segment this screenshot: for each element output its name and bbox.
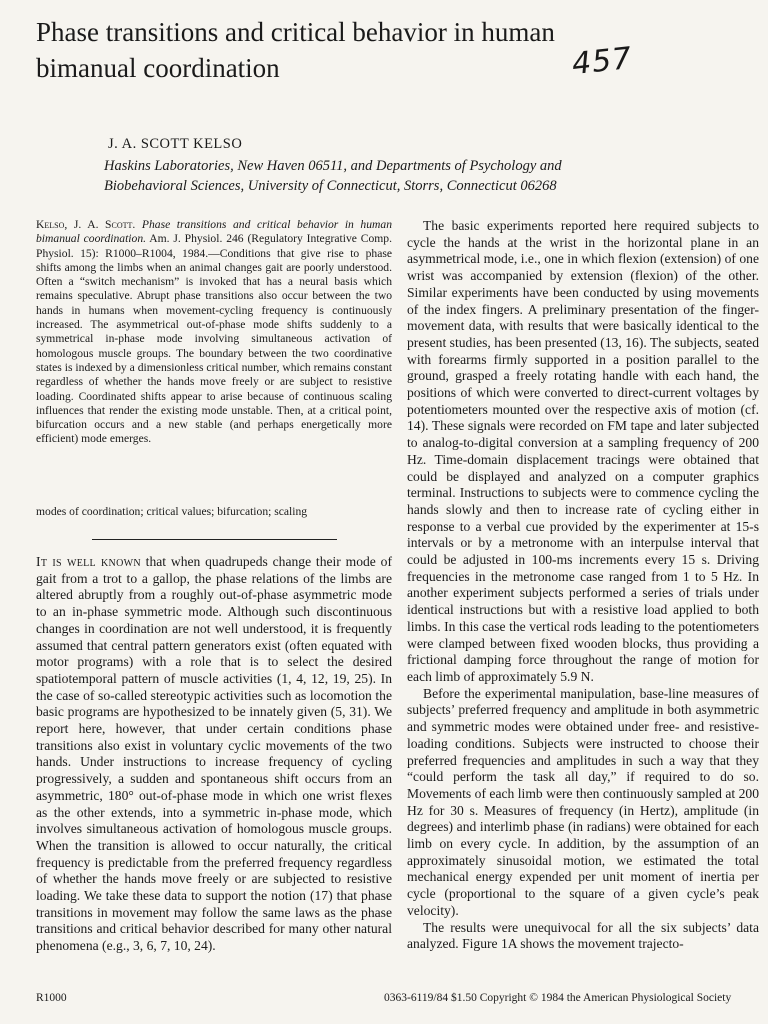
results-paragraph-start: The results were unequivocal for all the six subjects’ data analyzed. Figure 1A shows the movement trajecto- <box>407 919 759 952</box>
abstract-citation-lead: Kelso, J. A. Scott. <box>36 218 136 231</box>
author-name: J. A. SCOTT KELSO <box>108 136 243 152</box>
section-divider <box>92 539 337 540</box>
introduction-paragraph <box>36 554 392 955</box>
methods-paragraph-2: Before the experimental manipulation, base-line measures of subjects’ preferred frequency and amplitude in both asymmetric and symmetric modes were obtained under free- and resistive-loading conditions. Subjects were instructed to choose their preferred frequencies and amplitudes in such a way that they “could perform the task all day,” if required to do so. Movements of each limb were then continuously sampled at 200 Hz for 30 s. Measures of frequency (in Hertz), amplitude (in degrees) and interlimb phase (in radians) were obtained for each limb on every cycle. In addition, by the assumption of an approximately sinusoidal motion, we estimated the total mechanical energy expended per unit moment of inertia per cycle (proportional to the square of a given cycle’s peak velocity). <box>407 685 759 918</box>
abstract <box>36 218 392 447</box>
intro-text: that when quadrupeds change their mode of gait from a trot to a gallop, the phase relations of the limbs are altered abruptly from a roughly out-of-phase asymmetric mode to an in-phase symmetric mode. Although such discontinuous changes in coordination are not well understood, it is frequently assumed that central pattern generators exist (often equated with motor programs) with a role that is to select the desired spatiotemporal pattern of muscle activities (1, 4, 12, 19, 25). In the case of so-called stereotypic activities such as locomotion the basic programs are hypothesized to be innately given (5, 31). We report here, however, that under certain conditions phase transitions also exist in voluntary cyclic movements of the two hands. Under instructions to increase frequency of cycling progressively, a sudden and spontaneous shift occurs from an asymmetric, 180° out-of-phase mode in which one wrist flexes as the other extends, into a symmetric in-phase mode, which involves simultaneous activation of homologous muscle groups. When the transition is allowed to occur naturally, the critical frequency is predictable from the preferred frequency regardless of whether the hands move freely or are subjected to resistive loading. We take these data to support the notion (17) that phase transitions in movement may follow the same laws as the phase transitions and critical behavior described for many other natural phenomena (e.g., 3, 6, 7, 10, 24). <box>36 554 392 954</box>
abstract-text: Am. J. Physiol. 246 (Regulatory Integrative Comp. Physiol. 15): R1000–R1004, 1984.—Conditions that give rise to phase shifts among the limbs when an animal changes gait are poorly understood. Often a “switch mechanism” is invoked that has a neural basis which remains speculative. Abrupt phase transitions also occur between the two hands in humans when movement-cycling frequency is continuously increased. The asymmetrical out-of-phase mode shifts suddenly to a symmetrical in-phase mode involving simultaneous activation of homologous muscle groups. The boundary between the two coordinative states is indexed by a dimensionless critical number, which remains constant regardless of whether the hands move freely or are subject to resistive loading. Coordinated shifts appear to arise because of continuous scaling influences that render the existing mode unstable. Then, at a critical point, bifurcation occurs and a new stable (and perhaps energetically more efficient) mode emerges. <box>36 232 392 446</box>
page-identifier: R1000 <box>36 992 67 1004</box>
handwritten-annotation: 457 <box>570 40 634 83</box>
abstract-citation-title: Phase transitions and critical behavior in human bimanual coordination. <box>36 218 392 246</box>
intro-lead-caps: It is well known <box>36 554 141 569</box>
author-affiliation: Haskins Laboratories, New Haven 06511, and Departments of Psychology and Biobehavioral Sciences, University of Connecticut, Storrs, Connecticut 06268 <box>104 158 562 194</box>
right-column <box>407 218 759 953</box>
copyright-line: 0363-6119/84 $1.50 Copyright © 1984 the American Physiological Society <box>384 992 732 1004</box>
methods-paragraph-1: The basic experiments reported here required subjects to cycle the hands at the wrist in the horizontal plane in an asymmetrical mode, i.e., one in which flexion (extension) of one wrist was accompanied by extension (flexion) of the other. Similar experiments have been conducted by using movements of the index fingers. A preliminary presentation of the finger-movement data, with results that were basically identical to the present studies, has been presented (13, 16). The subjects, seated with forearms firmly supported in a position parallel to the ground, grasped a freely rotating handle with each hand, the positions of which were converted to direct-current voltages by potentiometers mounted over the respective axis of motion (cf. 14). These signals were recorded on FM tape and later subjected to analog-to-digital conversion at a sampling frequency of 200 Hz. Time-domain displacement tracings were obtained that could be displayed and analyzed on a computer graphics terminal. Instructions to subjects were to commence cycling the hands slowly and then to increase rate of cycling either in response to a verbal cue provided by the experimenter at 15-s intervals or by a metronome with an interpulse interval that could be adjusted in 100-ms increments every 15 s. Driving frequencies in the metronome case ranged from 1 to 5 Hz. In another experiment subjects performed a series of trials under identical instructions but with a resistive load applied to both limbs. In this case the vertical rods leading to the potentiometers were clamped between fixed wooden blocks, thus providing a frictional damping force throughout the range of motion for each limb of approximately 5.9 N. <box>407 218 759 684</box>
keywords: modes of coordination; critical values; bifurcation; scaling <box>36 505 308 518</box>
article-title: Phase transitions and critical behavior in human bimanual coordination <box>36 17 555 83</box>
